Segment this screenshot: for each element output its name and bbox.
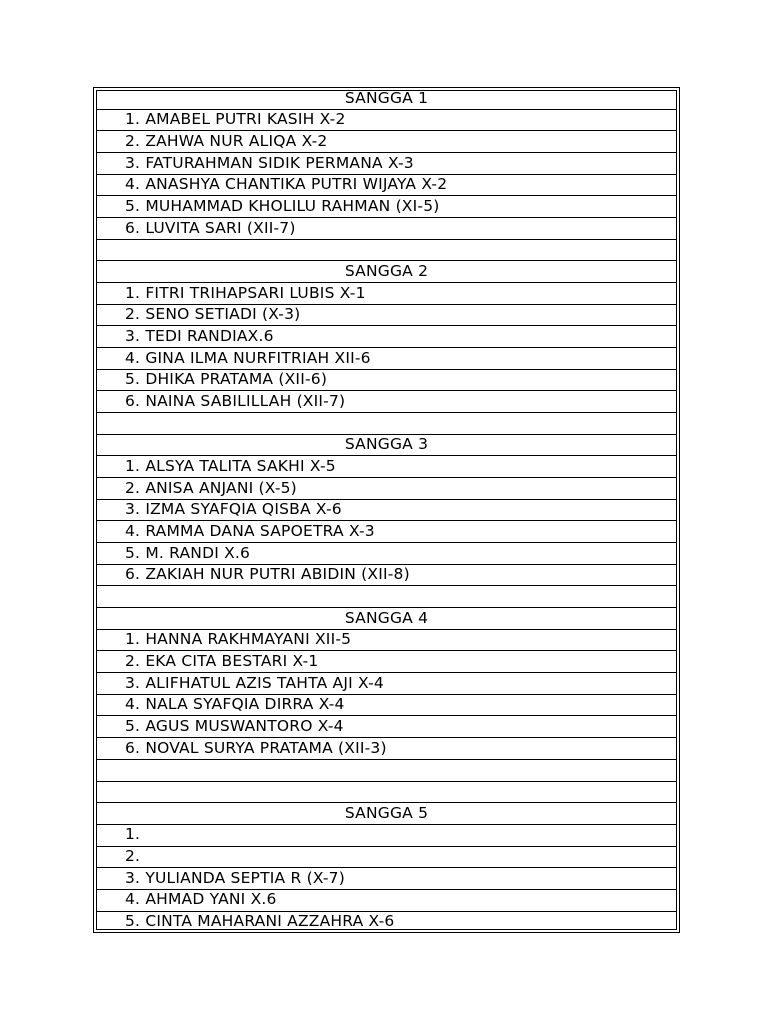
member-row: 6. ZAKIAH NUR PUTRI ABIDIN (XII-8) (97, 565, 676, 587)
member-row: 4. GINA ILMA NURFITRIAH XII-6 (97, 348, 676, 370)
member-row: 1. AMABEL PUTRI KASIH X-2 (97, 110, 676, 132)
blank-row (97, 760, 676, 782)
member-row: 4. AHMAD YANI X.6 (97, 890, 676, 912)
group-title: SANGGA 3 (97, 435, 676, 457)
member-row: 4. RAMMA DANA SAPOETRA X-3 (97, 521, 676, 543)
member-row: 2. SENO SETIADI (X-3) (97, 305, 676, 327)
member-row: 1. FITRI TRIHAPSARI LUBIS X-1 (97, 283, 676, 305)
group-title: SANGGA 4 (97, 608, 676, 630)
member-row: 3. ALIFHATUL AZIS TAHTA AJI X-4 (97, 673, 676, 695)
group-title: SANGGA 5 (97, 803, 676, 825)
member-row: 3. YULIANDA SEPTIA R (X-7) (97, 868, 676, 890)
member-row: 3. TEDI RANDIAX.6 (97, 326, 676, 348)
member-row: 4. ANASHYA CHANTIKA PUTRI WIJAYA X-2 (97, 175, 676, 197)
member-row: 2. EKA CITA BESTARI X-1 (97, 651, 676, 673)
member-row: 1. ALSYA TALITA SAKHI X-5 (97, 456, 676, 478)
member-row: 2. ANISA ANJANI (X-5) (97, 478, 676, 500)
blank-row (97, 240, 676, 262)
blank-row (97, 586, 676, 608)
group-title: SANGGA 1 (97, 88, 676, 110)
member-row: 6. NAINA SABILILLAH (XII-7) (97, 391, 676, 413)
member-row: 6. LUVITA SARI (XII-7) (97, 218, 676, 240)
member-row: 2. ZAHWA NUR ALIQA X-2 (97, 131, 676, 153)
member-row: 5. MUHAMMAD KHOLILU RAHMAN (XI-5) (97, 196, 676, 218)
member-row: 5. M. RANDI X.6 (97, 543, 676, 565)
member-row: 4. NALA SYAFQIA DIRRA X-4 (97, 695, 676, 717)
member-row: 1. HANNA RAKHMAYANI XII-5 (97, 630, 676, 652)
blank-row (97, 782, 676, 804)
member-row: 3. FATURAHMAN SIDIK PERMANA X-3 (97, 153, 676, 175)
member-row: 6. NOVAL SURYA PRATAMA (XII-3) (97, 738, 676, 760)
member-row: 1. (97, 825, 676, 847)
member-row: 5. CINTA MAHARANI AZZAHRA X-6 (125, 912, 395, 931)
group-title: SANGGA 2 (97, 261, 676, 283)
member-row: 5. AGUS MUSWANTORO X-4 (97, 716, 676, 738)
group-table (93, 87, 680, 933)
member-row: 5. DHIKA PRATAMA (XII-6) (97, 370, 676, 392)
member-row: 3. IZMA SYAFQIA QISBA X-6 (97, 500, 676, 522)
member-row: 2. (97, 847, 676, 869)
blank-row (97, 413, 676, 435)
